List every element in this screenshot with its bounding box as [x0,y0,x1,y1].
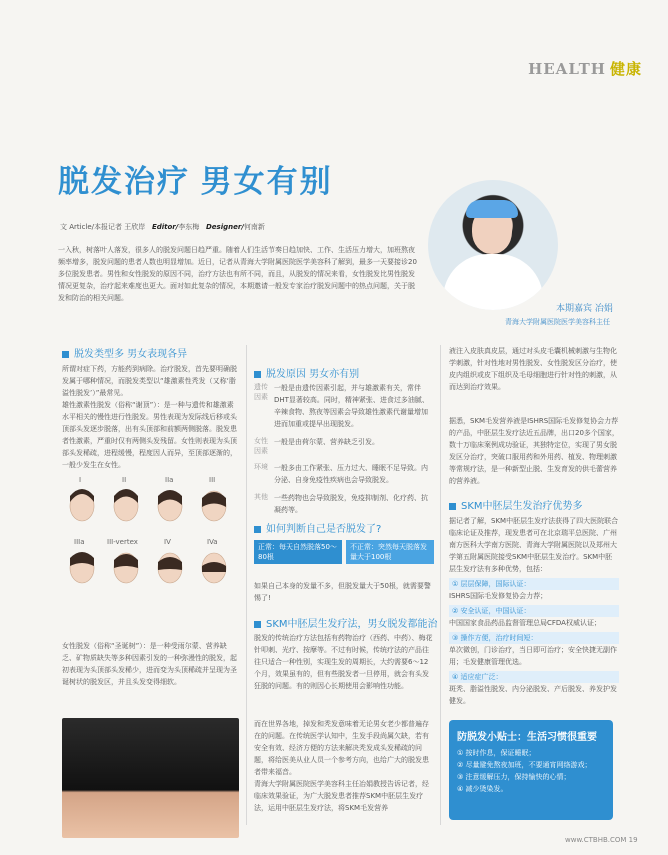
col2-heading: 脱发原因 男女亦有别 [254,365,359,380]
cause-item [254,462,434,486]
judge-text: 如果自己本身的发量不多，但脱发量大于50根，就需要警惕了! [254,582,431,602]
stage-label: IIa [165,476,174,484]
tip-item: ② 尽量避免熬夜加班，不要通宵网络游戏； [457,761,592,769]
advantage-item [449,632,619,668]
doctor-name: 本期嘉宾 冶娟 [556,304,613,314]
advantage-title: ③ 操作方便，治疗时间短： [449,632,619,644]
section-tag-en: HEALTH [528,60,606,78]
cause-text: 一些药物也会导致脱发，免疫抑制剂、化疗药、抗凝药等。 [274,494,428,514]
tip-item: ④ 减少烫染发。 [457,785,508,793]
author-credit: 文 Article/本报记者 王欣岸 [60,223,146,231]
tips-list [449,747,613,795]
cause-item [254,492,434,516]
advantage-title: ② 安全认证，中国认证： [449,605,619,617]
col3-paragraph: 据悉，SKM毛发营养液是ISHRS国际毛发修复协会力荐的产品，中胚层生发疗法近五品牌，出口20多个国家，数十万临床案例成功验证，其独特定位，实现了男女脱发区分治疗，突破口服用药和外用药、植发、物理刺激等常规疗法，是一种新型止脱、生发育发的供毛蕾营养的营养液。 [449,417,619,485]
cause-icon: 环境 [254,463,268,471]
stage-label: II [122,476,127,484]
stage-label: III-vertex [107,538,138,546]
credits-line [60,222,265,232]
advantage-item [449,671,619,707]
cause-item [254,382,434,430]
stage-label: I [79,476,82,484]
advantage-text: 斑秃、脂溢性脱发、内分泌脱发、产后脱发、养发护发健发。 [449,685,617,705]
cause-icon: 女性因素 [254,437,268,455]
cause-text: 一般多由工作紧张、压力过大、睡眠不足导致。内分泌、自身免疫性疾病也会导致脱发。 [274,464,428,484]
column-divider [440,345,441,825]
cause-item [254,436,434,456]
cause-text: 一般是由遗传因素引起，并与雄激素有关，常伴DHT显著较高。同时，精神紧张、进食过多油腻、辛辣食物、熬夜等因素会导致雄性激素代谢量增加进而加重或提早出现脱发。 [274,384,429,428]
page-footer: www.CTBHB.COM 19 [565,836,638,844]
abnormal-tag: 不正常：突然每天脱落发量大于100根 [346,540,434,564]
advantages-list [449,578,619,707]
advantage-text: ISHRS国际毛发修复协会力荐； [449,592,548,600]
stage-label: III [209,476,216,484]
col2-heading: 如何判断自己是否脱发了? [254,520,381,535]
col1-paragraph: 女性脱发（俗称“圣诞树”）：是一种受雨尔蒙、营养缺乏、矿物质缺失等多种因素引发的一种弥漫性的脱发，起初表现为头顶部头发稀少，进而变为头顶稀疏并呈现为圣诞树状的脱发区，并且头发变得细软。 [62,642,237,686]
tips-title: 防脱发小贴士：生活习惯很重要 [457,732,597,743]
section-tag [528,58,642,79]
tip-item: ③ 注意缓解压力，保持愉快的心情； [457,773,571,781]
advantage-item [449,605,619,629]
cause-text: 一般是由荷尔蒙、营养缺乏引发。 [274,438,379,446]
hair-photo [62,718,239,838]
col3-paragraph: 液注入皮肤真皮层，通过对头皮毛囊机械刺激与生物化学刺激，针对性地对男性脱发、女性脱发区分治疗，使皮内组织或皮下组织及毛母细胞进行针对性的刺激，从而达到治疗效果。 [449,347,617,391]
intro-paragraph: 一入秋，树落叶人落发，很多人的脱发问题日趋严重。随着人们生活节奏日趋加快、工作、生活压力增大，加班熬夜频率增多，脱发问题的患者人数也明显增加。近日，记者从青海大学附属医院医学美容科了解到，最多一天要接诊20多位脱发患者。男性和女性脱发的原因不同，治疗方法也有所不同，而且，从脱发的情况来看，女性脱发比男性脱发情况更复杂，治疗起来难度也更大。面对如此复杂的情况，本期邀请一般发专家治疗脱发问题中的热点问题，关于脱发和防治的相关问题。 [58,246,417,302]
stage-label: IVa [207,538,218,546]
causes-list [254,382,434,516]
stage-label: IIIa [74,538,85,546]
advantage-title: ① 层层保障，国际认证： [449,578,619,590]
doctor-affiliation: 青海大学附属医院医学美容科主任 [505,318,610,326]
col3-heading: SKM中胚层生发治疗优势多 [449,497,583,512]
designer-name: 何南新 [243,223,265,231]
advantage-text: 单次微创，门诊治疗，当日即可治疗；安全快捷无副作用；毛发健康管理优选。 [449,646,617,666]
doctor-portrait [428,180,558,310]
section-tag-cn: 健康 [609,60,642,78]
normal-tag: 正常：每天自然脱落50～80根 [254,540,342,564]
editor-label: Editor/ [151,223,179,231]
hair-loss-stages-illustration [62,476,239,606]
col1-paragraph: 雄性激素性脱发（俗称“谢顶”）：是一种与遗传和雄激素水平相关的慢性进行性脱发。男性表现为发际线后移或头顶部头发逐步脱落，出有头顶部和前额两侧脱落。脱发患者性激素，严重时仅有两侧头发残留。女性则表现为头顶部头发稀疏，进程缓慢，程度因人而异，至顶部逐渐的，一般少发生在女性。 [62,401,237,469]
designer-label: Designer/ [206,223,244,231]
col2-paragraph: 青海大学附属医院医学美容科主任冶娟教授告诉记者，经临床效果验证，为广大脱发患者推荐SKM中胚层生发疗法，运用中胚层生发疗法，将SKM毛发营养 [254,780,429,812]
col1-paragraph: 所谓对症下药，方能药到病除。治疗脱发，首先要明确脱发属于哪种情况，而脱发类型以“雄激素性秃发（又称‘脂溢性脱发’）”最常见。 [62,365,237,397]
col2-paragraph: 而在世界各地，掉发和秃发意味着无论男女老少都普遍存在的问题。在传统医学认知中，生发手段尚属欠缺，若有安全有效、经济方便的方法来解决秃发成头发稀疏的问题，将给医美从业人员一个参考方向，也给广大的脱发患者带来福音。 [254,720,429,776]
tip-item: ① 按时作息，保证睡眠； [457,749,536,757]
cause-icon: 遗传因素 [254,383,268,401]
col1-heading: 脱发类型多 男女表现各异 [62,345,187,360]
article-title: 脱发治疗 男女有别 [58,164,333,199]
tips-box [449,720,613,820]
advantage-item [449,578,619,602]
stage-label: IV [164,538,171,546]
cause-icon: 其他 [254,493,268,501]
col2-paragraph: 脱发的传统治疗方法包括有药物治疗（西药、中药）、梅花针叩刺、光疗、按摩等。不过有时候，传统疗法的产品往往只适合一种性别，实现生发的周期长，大约需要6～12个月，效果虽有的，但有些脱发者一旦停用，就会有头发狂脱的问题。有的则因心长期使用会影响性功能。 [254,634,433,690]
col2-heading: SKM中胚层生发疗法，男女脱发都能治 [254,615,438,630]
col3-paragraph: 据记者了解，SKM中胚层生发疗法获得了四大医院联合临床论证及推荐，现发患者可在北京瑞平总医院、广州南方医科大学南方医院、青海大学附属医院以及郑州大学第五附属医院接受SKM中胚层生发治疗。SKM中胚层生发疗法有多种优势，包括： [449,517,619,573]
advantage-title: ④ 适应症广泛： [449,671,619,683]
editor-name: 李东梅 [178,223,200,231]
column-divider [246,345,247,825]
judge-tags [254,540,434,564]
advantage-text: 中国国家食品药品监督管理总局CFDA权威认证； [449,619,601,627]
